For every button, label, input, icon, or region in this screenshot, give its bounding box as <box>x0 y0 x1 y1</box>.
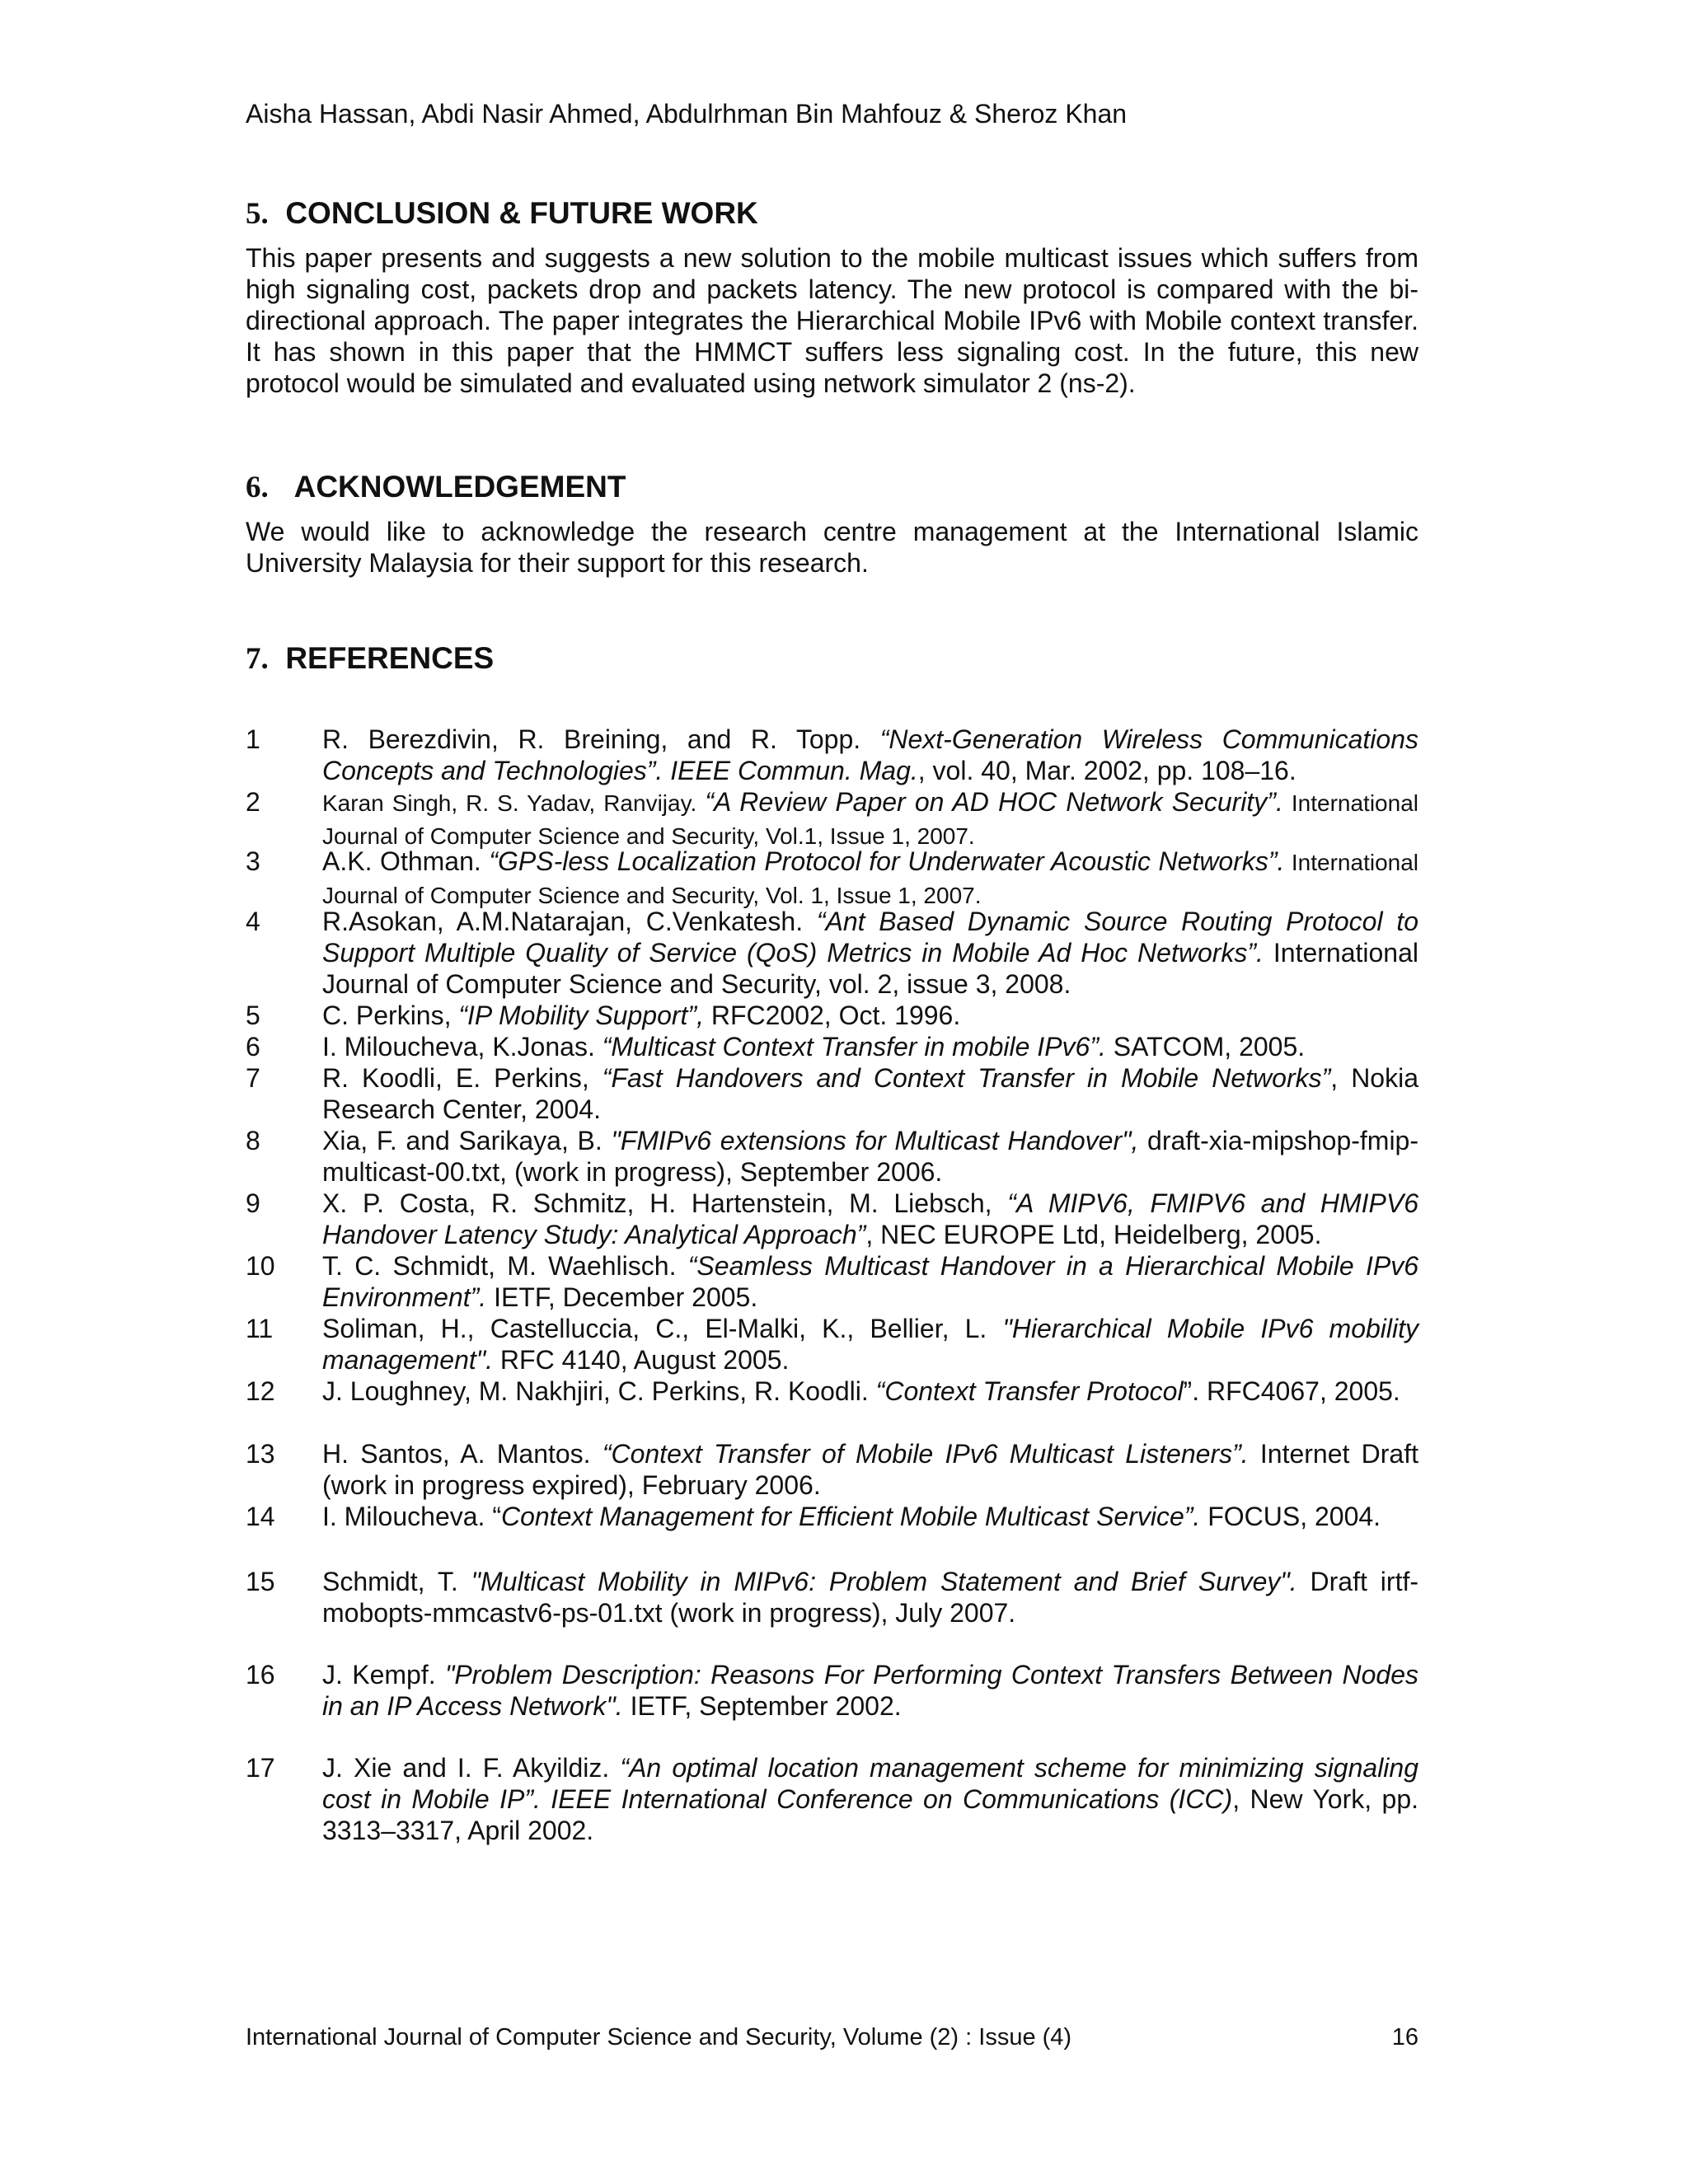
reference-title: “A Review Paper on AD HOC Network Security”. <box>705 787 1283 817</box>
reference-number: 5 <box>246 1001 260 1030</box>
reference-title: “Context Transfer of Mobile IPv6 Multicast Listeners”. <box>602 1439 1249 1469</box>
reference-detail: C. Perkins, <box>322 1001 459 1030</box>
reference-detail: SATCOM, 2005. <box>1105 1032 1306 1062</box>
reference-detail: J. Kempf. <box>322 1660 445 1690</box>
reference-number: 7 <box>246 1063 260 1093</box>
reference-detail: FOCUS, 2004. <box>1200 1502 1381 1531</box>
reference-number: 13 <box>246 1439 275 1469</box>
reference-detail: A.K. Othman. <box>322 846 490 876</box>
reference-item <box>246 846 1418 912</box>
reference-title: “Next-Generation Wireless Communications Concepts and Technologies”. IEEE Commun. Mag. <box>322 724 1419 785</box>
reference-item <box>246 1188 1418 1250</box>
reference-number: 2 <box>246 787 260 817</box>
reference-title: “IP Mobility Support”, <box>458 1001 704 1030</box>
section-number: 6. <box>246 471 269 504</box>
reference-title: "Hierarchical Mobile IPv6 mobility management". <box>322 1314 1418 1375</box>
reference-detail: Internet Draft (work in progress expired), February 2006. <box>322 1439 1418 1500</box>
reference-detail: R. Berezdivin, R. Breining, and R. Topp. <box>322 724 880 754</box>
reference-detail: , vol. 40, Mar. 2002, pp. 108–16. <box>917 756 1296 785</box>
reference-detail: X. P. Costa, R. Schmitz, H. Hartenstein, M. Liebsch, <box>322 1188 1008 1218</box>
reference-text <box>322 1000 1418 1031</box>
reference-number: 11 <box>246 1314 274 1343</box>
reference-detail: International Journal of Computer Science and Security, vol. 2, issue 3, 2008. <box>322 938 1419 999</box>
reference-detail: RFC2002, Oct. 1996. <box>703 1001 961 1030</box>
section-heading-references <box>246 640 494 678</box>
reference-item <box>246 1031 1418 1062</box>
conclusion-paragraph: This paper presents and suggests a new solution to the mobile multicast issues which suffers from high signaling cost, packets drop and packets latency. The new protocol is compared with the bi-directional approach. The paper integrates the Hierarchical Mobile IPv6 with Mobile context transfer. It has shown in this paper that the HMMCT suffers less signaling cost. In the future, this new protocol would be simulated and evaluated using network simulator 2 (ns-2). <box>246 243 1418 398</box>
reference-title: “Ant Based Dynamic Source Routing Protocol to Support Multiple Quality of Service (QoS) Metrics in Mobile Ad Hoc Networks”. <box>322 907 1419 968</box>
reference-item <box>246 1438 1418 1501</box>
page-number: 16 <box>1391 2024 1418 2050</box>
reference-number: 17 <box>246 1753 275 1783</box>
reference-detail: R.Asokan, A.M.Natarajan, C.Venkatesh. <box>322 907 817 936</box>
reference-text <box>322 1188 1418 1250</box>
reference-title: “An optimal location management scheme for minimizing signaling cost in Mobile IP”. IEEE International Conference on Communications (ICC) <box>322 1753 1419 1814</box>
reference-detail: Xia, F. and Sarikaya, B. <box>322 1126 612 1155</box>
section-title: ACKNOWLEDGEMENT <box>293 470 626 504</box>
running-header: Aisha Hassan, Abdi Nasir Ahmed, Abdulrhman Bin Mahfouz & Sheroz Khan <box>246 99 1128 129</box>
reference-detail: J. Xie and I. F. Akyildiz. <box>322 1753 621 1783</box>
section-number: 5. <box>246 197 269 231</box>
reference-title: “Multicast Context Transfer in mobile IPv6”. <box>602 1032 1106 1062</box>
reference-detail: IETF, December 2005. <box>486 1282 758 1312</box>
reference-detail: , NEC EUROPE Ltd, Heidelberg, 2005. <box>865 1220 1322 1249</box>
reference-item <box>246 1250 1418 1313</box>
reference-title: “GPS-less Localization Protocol for Underwater Acoustic Networks”. <box>489 846 1285 876</box>
reference-text <box>322 1659 1418 1722</box>
reference-item <box>246 724 1418 786</box>
reference-title: "Multicast Mobility in MIPv6: Problem Statement and Brief Survey". <box>471 1567 1297 1596</box>
reference-item <box>246 1752 1418 1846</box>
reference-detail: , Nokia Research Center, 2004. <box>322 1063 1419 1124</box>
section-heading-conclusion <box>246 194 758 233</box>
reference-item <box>246 1659 1418 1722</box>
reference-text <box>322 1062 1418 1125</box>
reference-number: 1 <box>246 724 260 754</box>
section-heading-acknowledgement <box>246 468 626 507</box>
reference-number: 15 <box>246 1567 275 1596</box>
acknowledgement-paragraph: We would like to acknowledge the research centre management at the International Islamic University Malaysia for their support for this research. <box>246 517 1418 578</box>
reference-number: 8 <box>246 1126 260 1155</box>
reference-detail: Schmidt, T. <box>322 1567 471 1596</box>
reference-number: 12 <box>246 1376 275 1406</box>
reference-detail: J. Loughney, M. Nakhjiri, C. Perkins, R. Koodli. <box>322 1376 876 1406</box>
reference-title: “Fast Handovers and Context Transfer in Mobile Networks” <box>602 1063 1331 1093</box>
reference-text <box>322 1438 1418 1501</box>
reference-title: Context Management for Efficient Mobile Multicast Service”. <box>500 1502 1201 1531</box>
reference-text <box>322 724 1418 786</box>
reference-detail: draft-xia-mipshop-fmip-multicast-00.txt, (work in progress), September 2006. <box>322 1126 1419 1187</box>
reference-detail: International Journal of Computer Science and Security, Vol.1, Issue 1, 2007. <box>322 790 1418 849</box>
reference-item <box>246 1501 1418 1532</box>
reference-detail: ”. RFC4067, 2005. <box>1183 1376 1400 1406</box>
reference-number: 9 <box>246 1188 260 1218</box>
reference-detail: T. C. Schmidt, M. Waehlisch. <box>322 1251 688 1281</box>
reference-text <box>322 1566 1418 1629</box>
reference-title: “Seamless Multicast Handover in a Hierarchical Mobile IPv6 Environment”. <box>322 1251 1419 1312</box>
reference-title: “A MIPV6, FMIPV6 and HMIPV6 Handover Latency Study: Analytical Approach” <box>322 1188 1419 1249</box>
reference-item <box>246 1376 1418 1407</box>
reference-number: 16 <box>246 1660 275 1690</box>
reference-number: 6 <box>246 1032 260 1062</box>
reference-text <box>322 1125 1418 1188</box>
reference-text <box>322 1501 1418 1532</box>
reference-detail: Draft irtf-mobopts-mmcastv6-ps-01.txt (work in progress), July 2007. <box>322 1567 1419 1628</box>
reference-detail: , New York, pp. 3313–3317, April 2002. <box>322 1784 1419 1845</box>
footer-journal: International Journal of Computer Science and Security, Volume (2) : Issue (4) <box>246 2024 1072 2050</box>
reference-text <box>322 1250 1418 1313</box>
reference-title: "Problem Description: Reasons For Performing Context Transfers Between Nodes in an IP Access Network". <box>322 1660 1419 1721</box>
reference-detail: H. Santos, A. Mantos. <box>322 1439 603 1469</box>
reference-item <box>246 906 1418 1000</box>
reference-text <box>322 1313 1418 1376</box>
reference-item <box>246 1566 1418 1629</box>
reference-number: 3 <box>246 846 260 876</box>
reference-detail: Karan Singh, R. S. Yadav, Ranvijay. <box>322 790 706 816</box>
reference-title: “Context Transfer Protocol <box>875 1376 1184 1406</box>
reference-text <box>322 786 1418 852</box>
reference-item <box>246 786 1418 852</box>
reference-text <box>322 1752 1418 1846</box>
reference-detail: IETF, September 2002. <box>622 1691 902 1721</box>
reference-number: 10 <box>246 1251 275 1281</box>
reference-text <box>322 1376 1418 1407</box>
section-number: 7. <box>246 642 269 676</box>
reference-item <box>246 1125 1418 1188</box>
reference-item <box>246 1000 1418 1031</box>
reference-detail: R. Koodli, E. Perkins, <box>322 1063 603 1093</box>
reference-number: 4 <box>246 907 260 936</box>
reference-detail: RFC 4140, August 2005. <box>493 1345 790 1375</box>
reference-detail: Soliman, H., Castelluccia, C., El-Malki, K., Bellier, L. <box>322 1314 1003 1343</box>
page-footer <box>246 2022 1418 2052</box>
reference-detail: International Journal of Computer Science and Security, Vol. 1, Issue 1, 2007. <box>322 850 1419 908</box>
reference-number: 14 <box>246 1502 275 1531</box>
section-title: REFERENCES <box>285 641 495 675</box>
reference-text <box>322 1031 1418 1062</box>
reference-item <box>246 1313 1418 1376</box>
reference-detail: I. Miloucheva. “ <box>322 1502 501 1531</box>
reference-text <box>322 846 1418 912</box>
reference-item <box>246 1062 1418 1125</box>
section-title: CONCLUSION & FUTURE WORK <box>285 196 758 230</box>
reference-detail: I. Miloucheva, K.Jonas. <box>322 1032 603 1062</box>
reference-title: "FMIPv6 extensions for Multicast Handover", <box>611 1126 1139 1155</box>
reference-text <box>322 906 1418 1000</box>
